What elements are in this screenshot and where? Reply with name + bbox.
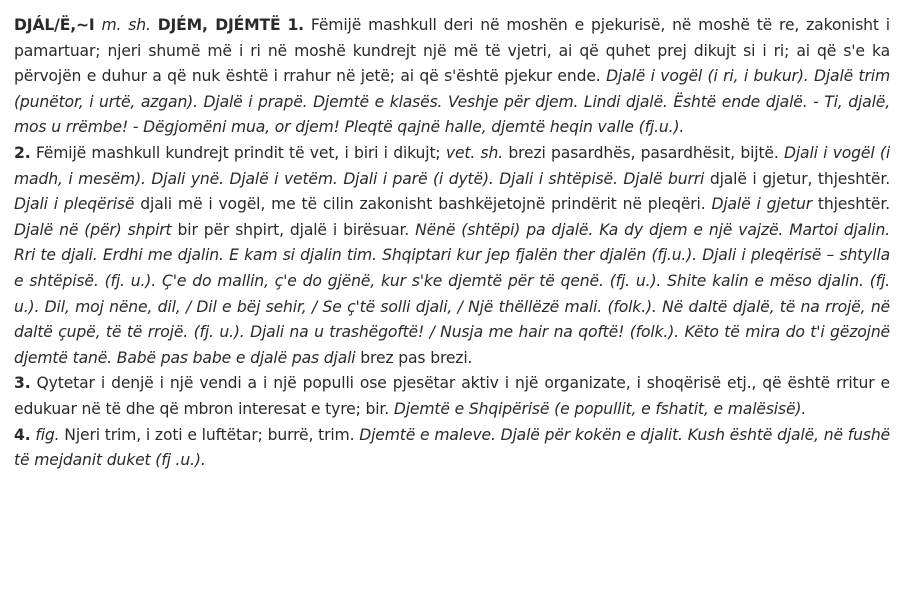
sense-4: [14, 423, 890, 474]
sense-body: [14, 16, 890, 136]
sense-number: 2.: [14, 143, 31, 162]
headword: DJÁL/Ë,~I: [14, 16, 95, 34]
example-text: Djemtë e Shqipërisë (e popullit, e fshatit, e malësisë).: [393, 399, 807, 418]
sense-number: 4.: [14, 425, 31, 444]
part-of-speech: m. sh.: [101, 16, 151, 34]
definition-text: djali më i vogël, me të cilin zakonisht bashkëjetojnë prindërit në pleqëri.: [134, 195, 712, 214]
sense-2: [14, 141, 890, 371]
definition-text: Njeri trim, i zoti e luftëtar; burrë, trim.: [59, 425, 360, 444]
example-text: Djalë i gjetur: [711, 195, 812, 214]
sense-number: 1.: [287, 16, 304, 34]
plural-forms: DJÉM, DJÉMTË: [157, 16, 281, 34]
definition-text: bir për shpirt, djalë i birësuar.: [171, 220, 416, 239]
example-text: vet. sh.: [445, 143, 504, 162]
definition-text: Fëmijë mashkull kundrejt prindit të vet, i biri i dikujt;: [35, 143, 446, 162]
example-text: Djali i vogël (i madh, i mesëm). Djali ynë. Djalë i vetëm. Djali i parë (i dytë). Djali i shtëpisë. Djalë burri: [14, 143, 890, 188]
sense-body: [14, 426, 890, 470]
definition-text: thjeshtër.: [811, 195, 890, 214]
sense-1: [14, 13, 890, 141]
definition-text: djalë i gjetur, thjeshtër.: [704, 169, 891, 188]
example-text: Djemtë e maleve. Djalë për kokën e djalit. Kush është djalë, në fushë të mejdanit duket (fj .u.).: [14, 425, 890, 470]
sense-number: 3.: [14, 374, 31, 393]
example-text: Nënë (shtëpi) pa djalë. Ka dy djem e një vajzë. Martoi djalin. Rri te djali. Erdhi me djalin. E kam si djalin tim. Shqiptari kur jep fjalën ther djalën (fj.u.). Djali i pleqërisë – shtylla e shtëpisë. (fj. u.). Ç'e do mallin, ç'e do gjënë, kur s'ke djemtë për të qenë. (fj. u.). Shite kalin e mëso djalin. (fj. u.). Dil, moj nëne, dil, / Dil e bëj sehir, / Se ç'të solli djali, / Një thëllëzë mali. (folk.). Në daltë djalë, të na rrojë, në daltë çupë, të të rrojë. (fj. u.). Djali na u trashëgoftë! / Nusja me hair na qoftë! (folk.). Këto të mira do t'i gëzojnë djemtë tanë. Babë pas babe e djalë pas djali: [14, 220, 890, 367]
definition-text: brez pas brezi.: [355, 348, 473, 367]
example-text: Djali i pleqërisë: [14, 195, 135, 214]
example-text: Djalë i vogël (i ri, i bukur). Djalë trim (punëtor, i urtë, azgan). Djalë i prapë. Djemtë e klasës. Veshje për djem. Lindi djalë. Është ende djalë. - Ti, djalë, mos u rrëmbe! - Dëgjomëni mua, or djem! Pleqtë qajnë halle, djemtë heqin valle (fj.u.).: [14, 67, 890, 137]
sense-3: [14, 371, 890, 422]
example-text: fig.: [35, 425, 60, 444]
sense-body: [14, 374, 890, 418]
definition-text: brezi pasardhës, pasardhësit, bijtë.: [503, 143, 785, 162]
sense-body: [14, 144, 890, 367]
definition-text: Fëmijë mashkull deri në moshën e pjekurisë, në moshë të re, zakonisht i pamartuar; njeri shumë më i ri në moshë kundrejt një më të vjetri, ai që quhet prej dikujt si i ri; ai që s'e ka përvojën e duhur a që nuk është i rrahur në jetë; ai që s'është pjekur ende.: [14, 16, 890, 86]
example-text: Djalë në (për) shpirt: [14, 220, 172, 239]
definition-text: Qytetar i denjë i një vendi a i një populli ose pjesëtar aktiv i një organizate, i shoqërisë etj., që është rritur e edukuar në të dhe që mbron interesat e tyre; bir.: [14, 374, 890, 418]
